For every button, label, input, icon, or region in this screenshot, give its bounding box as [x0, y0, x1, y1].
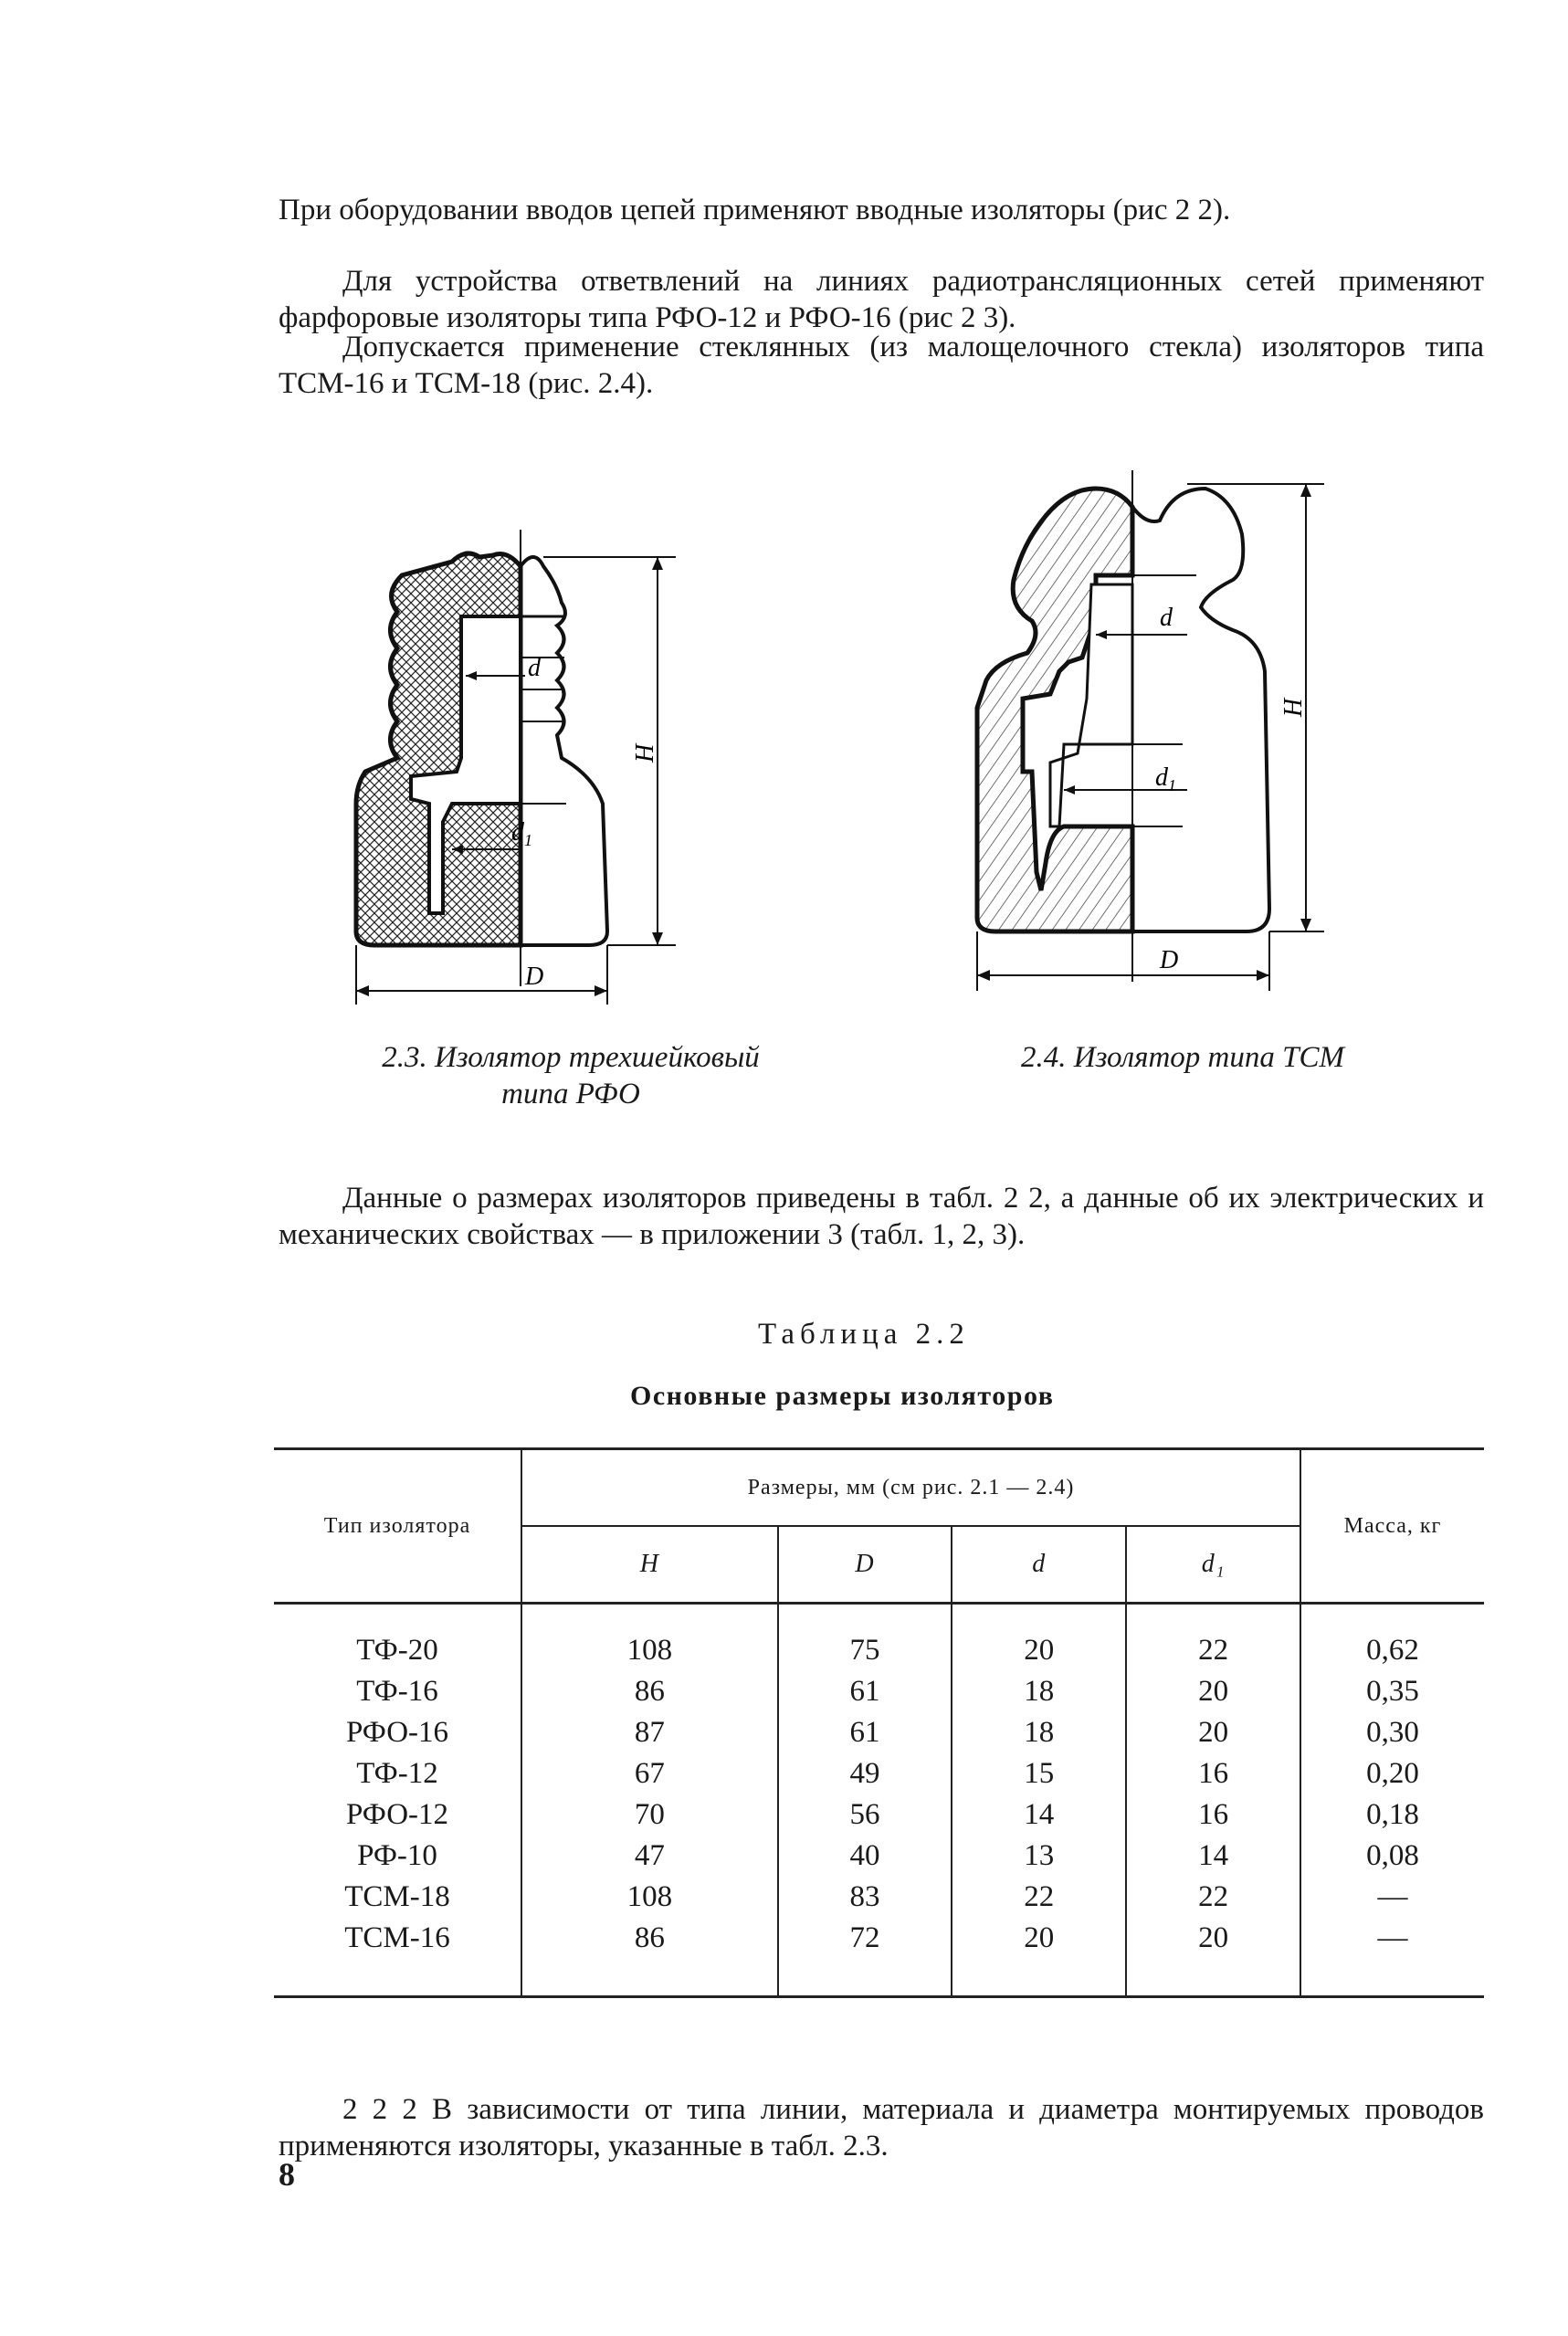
- cell-mass: 0,30: [1300, 1712, 1484, 1753]
- paragraph-branch-insulators: Для устройства ответвлений на линиях радиотрансляционных сетей применяют фарфоровые изоляторы типа РФО-12 и РФО-16 (рис 2 3).: [279, 265, 1484, 334]
- paragraph-table-reference: Данные о размерах изоляторов приведены в табл. 2 2, а данные об их электрических и механических свойствах — в приложении 3 (табл. 1, 2, 3).: [279, 1182, 1484, 1251]
- label-H: H: [631, 743, 659, 763]
- cell-H: 87: [521, 1712, 778, 1753]
- cell-D: 75: [778, 1604, 952, 1672]
- cell-D: 40: [778, 1836, 952, 1877]
- table-row: [274, 1753, 1484, 1794]
- label-d1: $d_1$: [1155, 763, 1176, 794]
- cell-type: ТФ-16: [356, 1675, 438, 1708]
- tsm-insulator-drawing: [959, 470, 1406, 1018]
- figure-caption-2-4: 2.4. Изолятор типа ТСМ: [1021, 1041, 1344, 1074]
- cell-d: 15: [952, 1753, 1126, 1794]
- cell-type: РФО-16: [345, 1716, 449, 1749]
- cell-d1: 22: [1126, 1877, 1300, 1918]
- cell-H: 108: [521, 1604, 778, 1672]
- cell-type: РФО-12: [345, 1798, 449, 1831]
- cell-d: 13: [952, 1836, 1126, 1877]
- cell-D: 49: [778, 1753, 952, 1794]
- cell-d: 18: [952, 1712, 1126, 1753]
- header-D: D: [778, 1526, 952, 1604]
- table-row: [274, 1604, 1484, 1672]
- header-d: d: [952, 1526, 1126, 1604]
- cell-d1: 22: [1126, 1604, 1300, 1672]
- table-row: [274, 1918, 1484, 1997]
- header-mass: Масса, кг: [1300, 1449, 1484, 1604]
- table-row: [274, 1836, 1484, 1877]
- cell-H: 108: [521, 1877, 778, 1918]
- header-dimensions: Размеры, мм (см рис. 2.1 — 2.4): [521, 1449, 1300, 1527]
- cell-d: 22: [952, 1877, 1126, 1918]
- cell-d1: 14: [1126, 1836, 1300, 1877]
- cell-type: ТСМ-18: [344, 1880, 450, 1913]
- cell-d: 20: [952, 1604, 1126, 1672]
- cell-type: ТФ-20: [356, 1634, 438, 1667]
- table-label: Таблица 2.2: [758, 1318, 970, 1351]
- table-title: Основные размеры изоляторов: [630, 1381, 1055, 1411]
- cell-D: 61: [778, 1712, 952, 1753]
- rfo-insulator-drawing: [347, 530, 776, 1041]
- label-d: d: [528, 654, 541, 682]
- cell-d1: 20: [1126, 1712, 1300, 1753]
- cell-D: 83: [778, 1877, 952, 1918]
- cell-d: 18: [952, 1671, 1126, 1712]
- cell-d1: 20: [1126, 1918, 1300, 1997]
- insulator-dimensions-table: [274, 1447, 1484, 1998]
- cell-H: 86: [521, 1671, 778, 1712]
- figure-tsm-insulator: [959, 470, 1406, 1018]
- cell-d1: 16: [1126, 1753, 1300, 1794]
- cell-type: ТФ-12: [356, 1757, 438, 1790]
- paragraph-line-type-selection: 2 2 2 В зависимости от типа линии, материала и диаметра монтируемых проводов применяются изоляторы, указанные в табл. 2.3.: [279, 2093, 1484, 2162]
- figure-rfo-insulator: [347, 530, 776, 1041]
- table-row: [274, 1671, 1484, 1712]
- cell-mass: 0,08: [1300, 1836, 1484, 1877]
- label-d1: $d_1$: [511, 818, 532, 849]
- header-d1: d₁: [1126, 1526, 1300, 1604]
- cell-mass: 0,18: [1300, 1794, 1484, 1836]
- paragraph-glass-insulators: Допускается применение стеклянных (из малощелочного стекла) изоляторов типа ТСМ-16 и ТСМ-18 (рис. 2.4).: [279, 331, 1484, 400]
- cell-d1: 16: [1126, 1794, 1300, 1836]
- cell-d1: 20: [1126, 1671, 1300, 1712]
- paragraph-inlet-insulators: При оборудовании вводов цепей применяют вводные изоляторы (рис 2 2).: [279, 194, 1231, 226]
- header-type: Тип изолятора: [274, 1449, 521, 1604]
- cell-mass: —: [1300, 1877, 1484, 1918]
- figure-caption-2-3: 2.3. Изолятор трехшейковый типа РФО: [382, 1041, 760, 1110]
- cell-H: 86: [521, 1918, 778, 1997]
- cell-mass: 0,20: [1300, 1753, 1484, 1794]
- table-row: [274, 1712, 1484, 1753]
- cell-D: 56: [778, 1794, 952, 1836]
- cell-type: РФ-10: [357, 1839, 437, 1872]
- page-number: 8: [279, 2156, 295, 2193]
- header-H: H: [521, 1526, 778, 1604]
- label-D: D: [1160, 946, 1179, 974]
- cell-H: 70: [521, 1794, 778, 1836]
- cell-H: 67: [521, 1753, 778, 1794]
- cell-mass: 0,35: [1300, 1671, 1484, 1712]
- label-d: d: [1160, 604, 1173, 632]
- cell-D: 61: [778, 1671, 952, 1712]
- label-D: D: [525, 963, 544, 991]
- cell-d: 20: [952, 1918, 1126, 1997]
- cell-type: ТСМ-16: [274, 1918, 521, 1997]
- table-row: [274, 1877, 1484, 1918]
- table-row: [274, 1794, 1484, 1836]
- cell-mass: 0,62: [1300, 1604, 1484, 1672]
- cell-H: 47: [521, 1836, 778, 1877]
- cell-mass: —: [1300, 1918, 1484, 1997]
- cell-d: 14: [952, 1794, 1126, 1836]
- cell-D: 72: [778, 1918, 952, 1997]
- label-H: H: [1279, 698, 1308, 717]
